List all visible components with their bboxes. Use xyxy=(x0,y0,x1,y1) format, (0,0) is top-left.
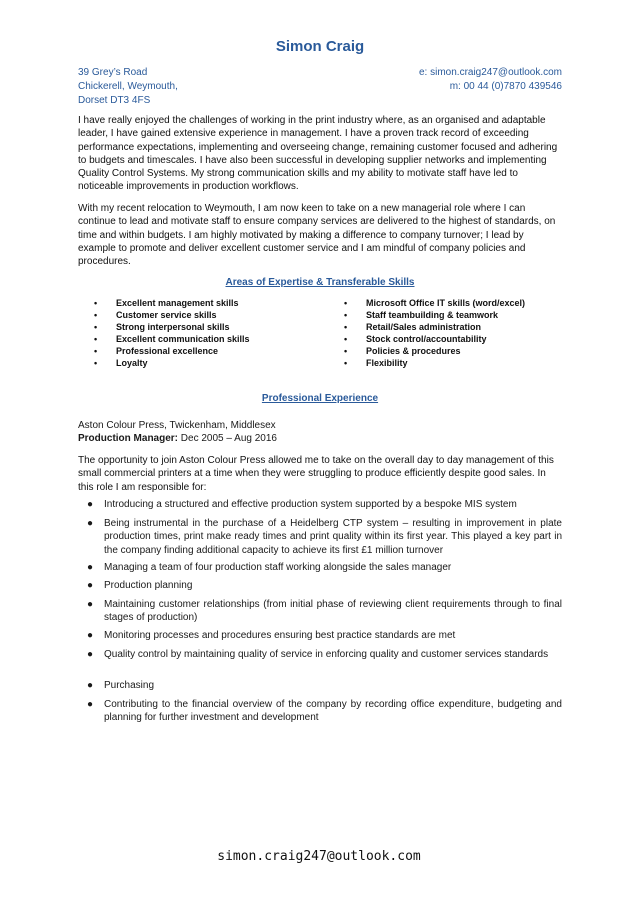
skill-item: • Retail/Sales administration xyxy=(344,322,482,332)
bullet-icon: • xyxy=(344,310,348,320)
bullet-icon: ● xyxy=(87,649,94,660)
address-block xyxy=(78,66,178,108)
bullet-icon: • xyxy=(94,322,98,332)
skills-column-right xyxy=(328,297,568,369)
bullet-icon: • xyxy=(94,358,98,368)
bullet-icon: ● xyxy=(87,680,94,691)
bullet-icon: ● xyxy=(87,518,94,529)
bullet-icon: ● xyxy=(87,630,94,641)
role-dates: Dec 2005 – Aug 2016 xyxy=(178,433,277,444)
bullet-icon: • xyxy=(344,334,348,344)
bullet-icon: ● xyxy=(87,699,94,710)
contact-block xyxy=(419,66,562,94)
bullet-icon: • xyxy=(94,310,98,320)
bullet-icon: • xyxy=(94,334,98,344)
role-title: Production Manager: xyxy=(78,433,179,444)
company-name: Aston Colour Press, Twickenham, Middlesex xyxy=(78,420,276,431)
bullet-icon: ● xyxy=(87,562,94,573)
address-line: 39 Grey’s Road xyxy=(78,67,148,78)
bullet-icon: • xyxy=(344,346,348,356)
intro-paragraph-1: I have really enjoyed the challenges of working in the print industry where, as an organised and adaptable leader, I have gained extensive experience in management. I have a proven track record of exceeding performance expectations, implementing and overseeing change, remaining customer focused and adhering to budgets and timescales. I have also been successful in developing supplier networks and implementing Quality Control Systems. My strong communication skills and my ability to motivate staff have led to noticeable improvements in production workflows. xyxy=(78,115,558,193)
skill-item: • Flexibility xyxy=(344,358,408,368)
skill-item: • Policies & procedures xyxy=(344,346,461,356)
skill-item: • Excellent management skills xyxy=(94,298,239,308)
intro-paragraph-2: With my recent relocation to Weymouth, I am now keen to take on a new managerial role where I can continue to lead and motivate staff to ensure company services are delivered to the highest of standards, on time and within budgets. I am highly motivated by making a difference to company turnover; I lead by example to promote and deliver excellent customer service and I am mindful of company policies and procedures. xyxy=(78,203,556,268)
address-line: Dorset DT3 4FS xyxy=(78,95,151,106)
skill-item: • Microsoft Office IT skills (word/excel) xyxy=(344,298,526,308)
skill-item: • Excellent communication skills xyxy=(94,334,250,344)
skills-heading: Areas of Expertise & Transferable Skills xyxy=(225,277,415,288)
job-role xyxy=(78,432,277,445)
skills-column-left xyxy=(78,297,318,369)
skill-item: • Staff teambuilding & teamwork xyxy=(344,310,499,320)
bullet-icon: ● xyxy=(87,599,94,610)
email-text[interactable]: e: simon.craig247@outlook.com xyxy=(419,67,562,78)
footer-email[interactable]: simon.craig247@outlook.com xyxy=(217,849,421,864)
experience-summary: The opportunity to join Aston Colour Press allowed me to take on the overall day to day management of this small commercial printers at a time when they were struggling to produce efficiently despite good sales. In this role I am responsible for: xyxy=(78,455,554,493)
page-title: Simon Craig xyxy=(275,38,365,55)
bullet-icon: • xyxy=(94,298,98,308)
bullet-icon: • xyxy=(344,298,348,308)
address-line: Chickerell, Weymouth, xyxy=(78,81,178,92)
skill-item: • Customer service skills xyxy=(94,310,217,320)
experience-heading: Professional Experience xyxy=(261,393,379,404)
mobile-text: m: 00 44 (0)7870 439546 xyxy=(449,81,562,92)
bullet-icon: • xyxy=(344,358,348,368)
skill-item: • Professional excellence xyxy=(94,346,219,356)
skill-item: • Stock control/accountability xyxy=(344,334,487,344)
bullet-icon: • xyxy=(344,322,348,332)
bullet-icon: ● xyxy=(87,580,94,591)
skill-item: • Loyalty xyxy=(94,358,148,368)
bullet-icon: ● xyxy=(87,499,94,510)
skill-item: • Strong interpersonal skills xyxy=(94,322,230,332)
bullet-icon: • xyxy=(94,346,98,356)
